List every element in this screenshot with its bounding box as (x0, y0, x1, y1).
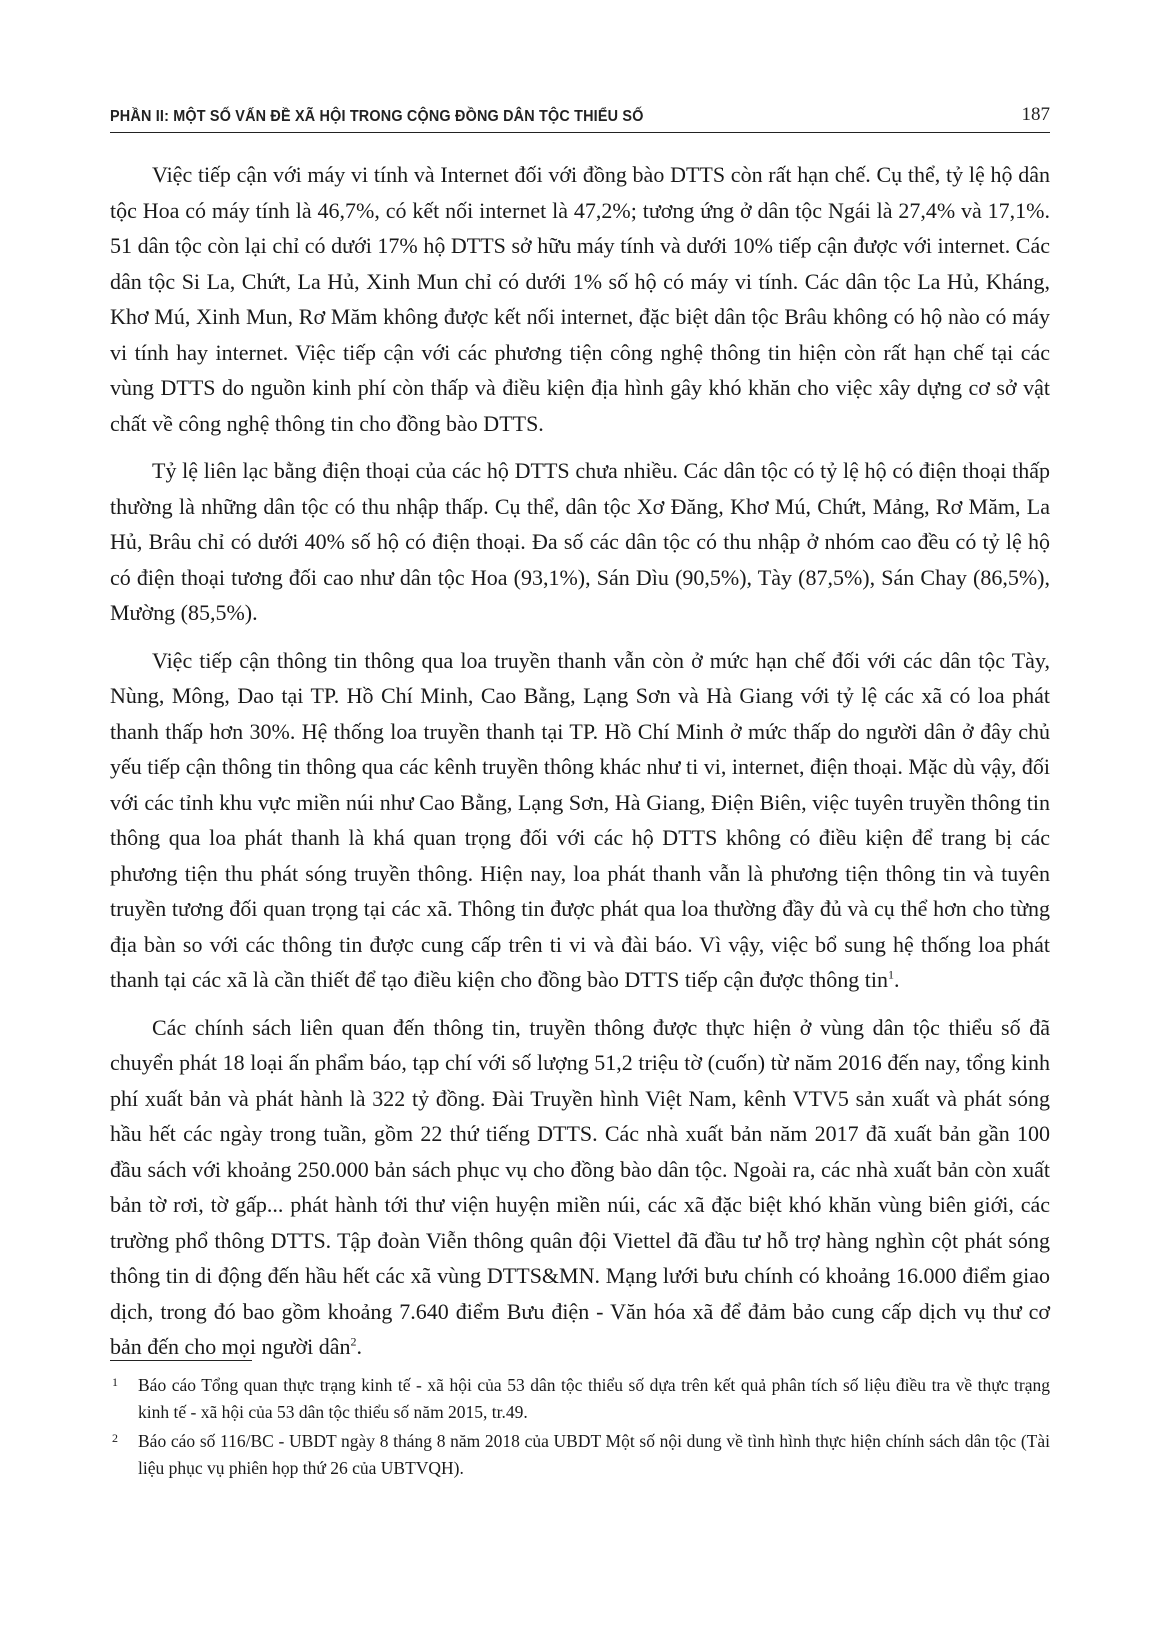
footnote-ref-1[interactable]: 1 (888, 967, 895, 982)
body-text (110, 157, 1050, 1377)
paragraph-communication-policies (110, 1010, 1050, 1365)
paragraph-text: Việc tiếp cận với máy vi tính và Internet đối với đồng bào DTTS còn rất hạn chế. Cụ thể, tỷ lệ hộ dân tộc Hoa có máy tính là 46,7%, có kết nối internet là 47,2%; tương ứng ở dân tộc Ngái là 27,4% và 17,1%. 51 dân tộc còn lại chỉ có dưới 17% hộ DTTS sở hữu máy tính và dưới 10% tiếp cận được với internet. Các dân tộc Si La, Chứt, La Hủ, Xinh Mun chỉ có dưới 1% số hộ có máy vi tính. Các dân tộc La Hủ, Kháng, Khơ Mú, Xinh Mun, Rơ Măm không được kết nối internet, đặc biệt dân tộc Brâu không có hộ nào có máy vi tính hay internet. Việc tiếp cận với các phương tiện công nghệ thông tin hiện còn rất hạn chế tại các vùng DTTS do nguồn kinh phí còn thấp và điều kiện địa hình gây khó khăn cho việc xây dựng cơ sở vật chất về công nghệ thông tin cho đồng bào DTTS. (110, 162, 1050, 436)
page-number: 187 (1021, 104, 1050, 125)
paragraph-loudspeaker-access (110, 643, 1050, 998)
footnote-2 (110, 1428, 1050, 1482)
running-header-title: PHẦN II: MỘT SỐ VẤN ĐỀ XÃ HỘI TRONG CỘNG ĐỒNG DÂN TỘC THIỂU SỐ (110, 108, 644, 125)
paragraph-text: Việc tiếp cận thông tin thông qua loa truyền thanh vẫn còn ở mức hạn chế đối với các dân tộc Tày, Nùng, Mông, Dao tại TP. Hồ Chí Minh, Cao Bằng, Lạng Sơn và Hà Giang với tỷ lệ các xã có loa phát thanh thấp hơn 30%. Hệ thống loa truyền thanh tại TP. Hồ Chí Minh ở mức thấp do người dân ở đây chủ yếu tiếp cận thông tin thông qua các kênh truyền thông khác như ti vi, internet, điện thoại. Mặc dù vậy, đối với các tỉnh khu vực miền núi như Cao Bằng, Lạng Sơn, Hà Giang, Điện Biên, việc tuyên truyền thông tin thông qua loa phát thanh là khá quan trọng đối với các hộ DTTS không có điều kiện để trang bị các phương tiện thu phát sóng truyền thông. Hiện nay, loa phát thanh vẫn là phương tiện thông tin và tuyên truyền tương đối quan trọng tại các xã. Thông tin được phát qua loa thường đầy đủ và cụ thể hơn cho từng địa bàn so với các thông tin được cung cấp trên ti vi và đài báo. Vì vậy, việc bổ sung hệ thống loa phát thanh tại các xã là cần thiết để tạo điều kiện cho đồng bào DTTS tiếp cận được thông tin (110, 647, 1050, 992)
footnote-ref-2[interactable]: 2 (350, 1334, 357, 1349)
paragraph-text: Các chính sách liên quan đến thông tin, truyền thông được thực hiện ở vùng dân tộc thiểu số đã chuyển phát 18 loại ấn phẩm báo, tạp chí với số lượng 51,2 triệu tờ (cuốn) từ năm 2016 đến nay, tổng kinh phí xuất bản và phát hành là 322 tỷ đồng. Đài Truyền hình Việt Nam, kênh VTV5 sản xuất và phát sóng hầu hết các ngày trong tuần, gồm 22 thứ tiếng DTTS. Các nhà xuất bản năm 2017 đã xuất bản gần 100 đầu sách với khoảng 250.000 bản sách phục vụ cho đồng bào dân tộc. Ngoài ra, các nhà xuất bản còn xuất bản tờ rơi, tờ gấp... phát hành tới thư viện huyện miền núi, các xã đặc biệt khó khăn vùng biên giới, các trường phổ thông DTTS. Tập đoàn Viễn thông quân đội Viettel đã đầu tư hỗ trợ hàng nghìn cột phát sóng thông tin di động đến hầu hết các xã vùng DTTS&MN. Mạng lưới bưu chính có khoảng 16.000 điểm giao dịch, trong đó bao gồm khoảng 7.640 điểm Bưu điện - Văn hóa xã để đảm bảo cung cấp dịch vụ thư cơ bản đến cho mọi người dân (110, 1014, 1050, 1359)
footnote-text: Báo cáo Tổng quan thực trạng kinh tế - xã hội của 53 dân tộc thiểu số dựa trên kết quả phân tích số liệu điều tra về thực trạng kinh tế - xã hội của 53 dân tộc thiểu số năm 2015, tr.49. (138, 1375, 1050, 1422)
footnote-text: Báo cáo số 116/BC - UBDT ngày 8 tháng 8 năm 2018 của UBDT Một số nội dung về tình hình thực hiện chính sách dân tộc (Tài liệu phục vụ phiên họp thứ 26 của UBTVQH). (138, 1431, 1050, 1478)
footnote-1 (110, 1372, 1050, 1426)
footnote-separator (110, 1360, 252, 1361)
footnotes (110, 1372, 1050, 1484)
running-header (110, 100, 1050, 133)
paragraph-tail: . (356, 1334, 362, 1359)
paragraph-telephone-access (110, 453, 1050, 631)
paragraph-tail: . (894, 967, 900, 992)
footnote-number: 2 (112, 1431, 118, 1445)
paragraph-computer-internet-access (110, 157, 1050, 441)
footnote-number: 1 (112, 1375, 118, 1389)
paragraph-text: Tỷ lệ liên lạc bằng điện thoại của các hộ DTTS chưa nhiều. Các dân tộc có tỷ lệ hộ có điện thoại thấp thường là những dân tộc có thu nhập thấp. Cụ thể, dân tộc Xơ Đăng, Khơ Mú, Chứt, Mảng, Rơ Măm, La Hủ, Brâu chỉ có dưới 40% số hộ có điện thoại. Đa số các dân tộc có thu nhập ở nhóm cao đều có tỷ lệ hộ có điện thoại tương đối cao như dân tộc Hoa (93,1%), Sán Dìu (90,5%), Tày (87,5%), Sán Chay (86,5%), Mường (85,5%). (110, 458, 1050, 625)
